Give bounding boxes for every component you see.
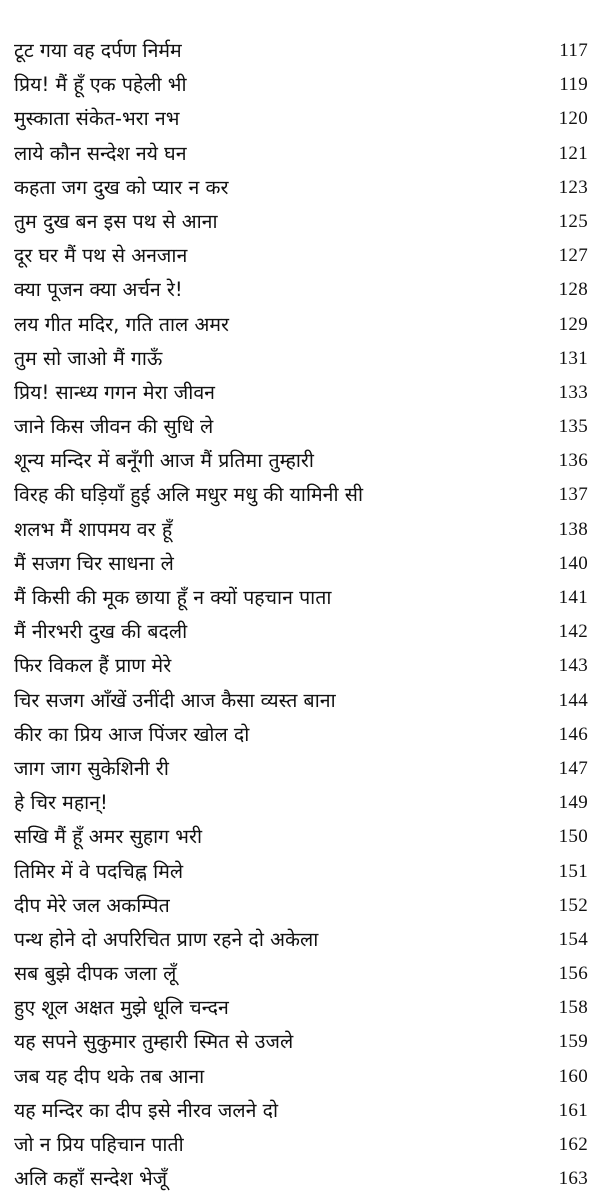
toc-entry-title: सखि मैं हूँ अमर सुहाग भरी	[14, 825, 203, 849]
toc-entry-title: शून्य मन्दिर में बनूँगी आज मैं प्रतिमा तुम्हारी	[14, 449, 314, 473]
toc-entry	[0, 171, 600, 205]
toc-entry-page-number: 135	[558, 416, 588, 438]
toc-entry-title: मैं नीरभरी दुख की बदली	[14, 620, 188, 644]
toc-entry-page-number: 127	[558, 245, 588, 267]
toc-entry-title: जो न प्रिय पहिचान पाती	[14, 1133, 184, 1156]
toc-entry-title: पन्थ होने दो अपरिचित प्राण रहने दो अकेला	[14, 927, 319, 951]
toc-entry	[0, 581, 600, 615]
toc-entry-title: लय गीत मदिर, गति ताल अमर	[14, 312, 229, 336]
toc-entry	[0, 786, 600, 820]
toc-entry	[0, 102, 600, 136]
toc-entry-title: प्रिय! मैं हूँ एक पहेली भी	[14, 73, 187, 97]
toc-entry-page-number: 138	[558, 518, 588, 540]
toc-entry-title: प्रिय! सान्ध्य गगन मेरा जीवन	[14, 380, 215, 404]
toc-entry-title: हुए शूल अक्षत मुझे धूलि चन्दन	[14, 996, 229, 1020]
toc-entry-page-number: 121	[558, 142, 588, 164]
toc-entry-title: मैं किसी की मूक छाया हूँ न क्यों पहचान पाता	[14, 586, 332, 609]
toc-entry	[0, 923, 600, 957]
toc-entry-page-number: 140	[558, 552, 588, 574]
toc-entry-page-number: 159	[558, 1031, 588, 1053]
toc-entry-title: जाने किस जीवन की सुधि ले	[14, 415, 214, 439]
toc-entry-page-number: 125	[558, 210, 588, 232]
toc-entry	[0, 855, 600, 889]
toc-entry-title: हे चिर महान्!	[14, 791, 108, 815]
toc-entry-page-number: 123	[558, 176, 588, 198]
toc-entry-page-number: 149	[558, 792, 588, 814]
toc-entry	[0, 478, 600, 512]
toc-entry-page-number: 143	[558, 655, 588, 677]
toc-entry-title: तुम दुख बन इस पथ से आना	[14, 209, 218, 233]
toc-entry-page-number: 142	[558, 621, 588, 643]
toc-entry-title: दीप मेरे जल अकम्पित	[14, 893, 170, 917]
toc-entry	[0, 684, 600, 718]
toc-entry-page-number: 128	[558, 279, 588, 301]
toc-entry	[0, 615, 600, 649]
toc-entry-page-number: 133	[558, 381, 588, 403]
toc-entry-title: जब यह दीप थके तब आना	[14, 1064, 205, 1088]
toc-entry-title: जाग जाग सुकेशिनी री	[14, 756, 169, 780]
toc-entry	[0, 1060, 600, 1094]
toc-entry-title: सब बुझे दीपक जला लूँ	[14, 962, 177, 986]
toc-entry-page-number: 119	[559, 74, 588, 96]
toc-entry-page-number: 146	[558, 723, 588, 745]
toc-entry	[0, 444, 600, 478]
toc-entry-page-number: 144	[558, 689, 588, 711]
toc-entry-page-number: 117	[559, 40, 588, 61]
toc-entry-page-number: 158	[558, 997, 588, 1019]
toc-entry	[0, 957, 600, 991]
toc-entry	[0, 1025, 600, 1059]
toc-entry	[0, 34, 600, 68]
toc-entry-title: यह सपने सुकुमार तुम्हारी स्मित से उजले	[14, 1030, 294, 1054]
toc-entry-title: विरह की घड़ियाँ हुई अलि मधुर मधु की यामिनी सी	[14, 483, 363, 507]
toc-entry-title: तुम सो जाओ मैं गाऊँ	[14, 346, 163, 370]
toc-entry	[0, 308, 600, 342]
table-of-contents	[0, 34, 600, 1196]
toc-entry	[0, 342, 600, 376]
toc-entry-page-number: 152	[558, 894, 588, 916]
toc-entry	[0, 991, 600, 1025]
toc-entry	[0, 1094, 600, 1128]
toc-entry-title: दूर घर मैं पथ से अनजान	[14, 244, 188, 268]
toc-entry-title: क्या पूजन क्या अर्चन रे!	[14, 278, 183, 302]
toc-entry	[0, 1128, 600, 1162]
toc-entry	[0, 376, 600, 410]
toc-entry-page-number: 150	[558, 826, 588, 848]
toc-entry	[0, 889, 600, 923]
toc-entry-page-number: 147	[558, 757, 588, 779]
toc-entry	[0, 273, 600, 307]
toc-entry-title: टूट गया वह दर्पण निर्मम	[14, 39, 182, 62]
toc-entry	[0, 205, 600, 239]
toc-entry	[0, 68, 600, 102]
toc-entry	[0, 1162, 600, 1196]
toc-entry	[0, 718, 600, 752]
toc-entry	[0, 820, 600, 854]
toc-entry-title: अलि कहाँ सन्देश भेजूँ	[14, 1167, 168, 1191]
toc-entry-title: कीर का प्रिय आज पिंजर खोल दो	[14, 722, 250, 746]
toc-entry-page-number: 161	[558, 1099, 588, 1121]
toc-entry-title: लाये कौन सन्देश नये घन	[14, 141, 187, 165]
toc-entry-title: तिमिर में वे पदचिह्न मिले	[14, 859, 184, 883]
toc-entry-title: मैं सजग चिर साधना ले	[14, 551, 174, 575]
toc-entry-page-number: 151	[558, 860, 588, 882]
toc-entry-page-number: 160	[558, 1065, 588, 1087]
toc-entry	[0, 137, 600, 171]
toc-entry-title: शलभ मैं शापमय वर हूँ	[14, 517, 173, 541]
toc-entry-title: मुस्काता संकेत-भरा नभ	[14, 107, 180, 131]
toc-entry-page-number: 137	[558, 484, 588, 506]
toc-entry-page-number: 141	[558, 587, 588, 608]
toc-entry-title: फिर विकल हैं प्राण मेरे	[14, 654, 172, 678]
toc-entry-title: चिर सजग आँखें उनींदी आज कैसा व्यस्त बाना	[14, 688, 336, 712]
toc-entry-page-number: 162	[558, 1134, 588, 1155]
toc-entry-title: यह मन्दिर का दीप इसे नीरव जलने दो	[14, 1098, 278, 1122]
toc-entry	[0, 547, 600, 581]
toc-entry	[0, 410, 600, 444]
toc-entry-page-number: 136	[558, 450, 588, 472]
toc-entry	[0, 649, 600, 683]
toc-entry	[0, 513, 600, 547]
toc-entry-page-number: 131	[558, 347, 588, 369]
toc-entry-page-number: 120	[558, 108, 588, 130]
toc-entry-title: कहता जग दुख को प्यार न कर	[14, 175, 229, 199]
toc-entry-page-number: 163	[558, 1168, 588, 1190]
toc-entry-page-number: 156	[558, 963, 588, 985]
toc-entry-page-number: 154	[558, 928, 588, 950]
toc-entry	[0, 752, 600, 786]
toc-entry	[0, 239, 600, 273]
toc-entry-page-number: 129	[558, 313, 588, 335]
